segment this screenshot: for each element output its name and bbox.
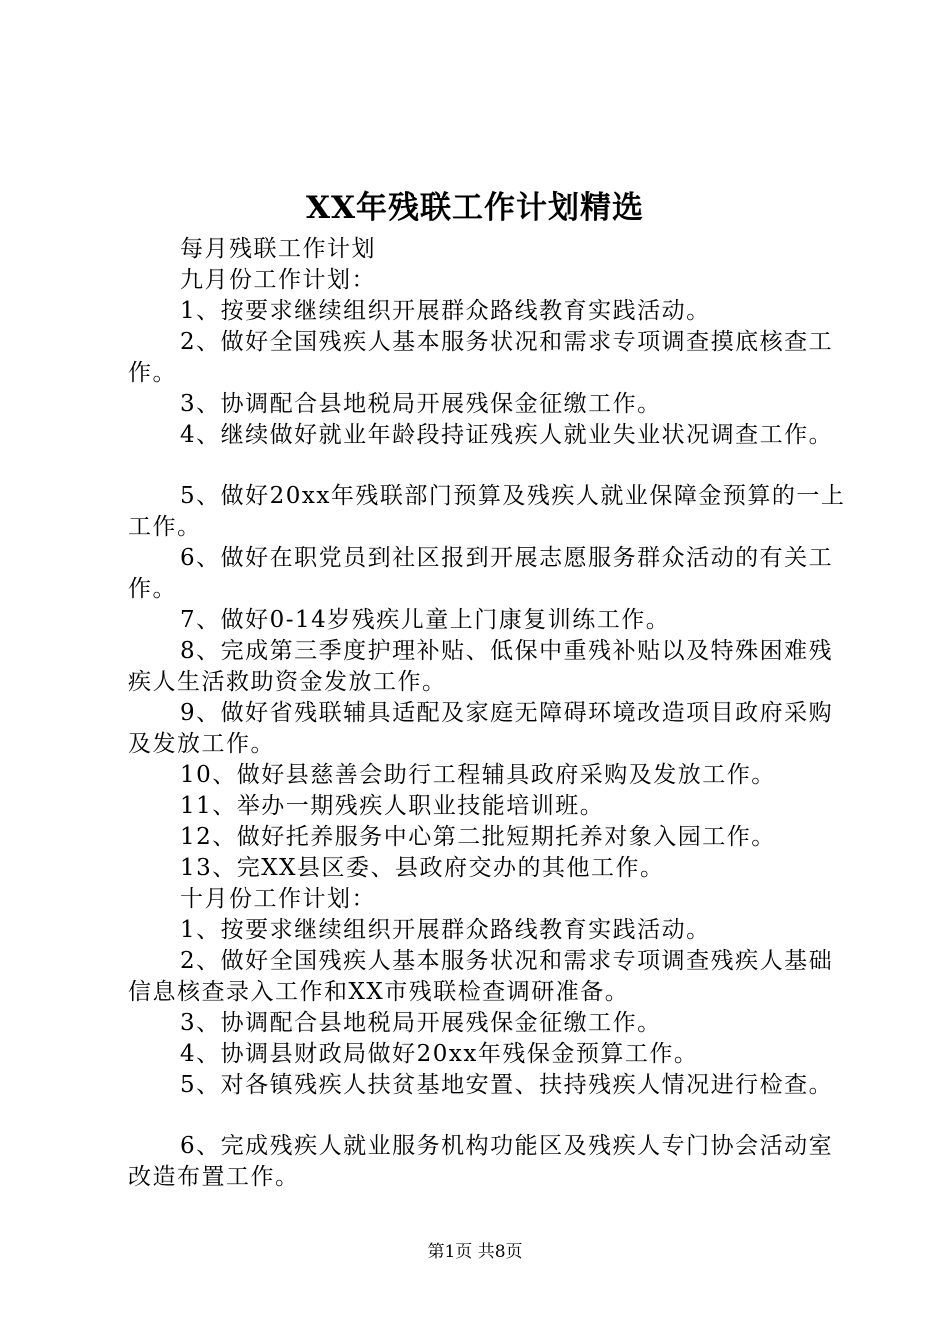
list-item: 9、做好省残联辅具适配及家庭无障碍环境改造项目政府采购及发放工作。: [128, 700, 834, 757]
list-item: 5、做好20xx年残联部门预算及残疾人就业保障金预算的一上工作。: [128, 483, 846, 540]
page-footer: 第1页 共8页: [427, 1242, 523, 1262]
section-heading: 十月份工作计划：: [180, 886, 376, 912]
list-item: 2、做好全国残疾人基本服务状况和需求专项调查残疾人基础信息核查录入工作和XX市残联检查调研准备。: [128, 948, 834, 1005]
list-item: 6、做好在职党员到社区报到开展志愿服务群众活动的有关工作。: [128, 545, 834, 602]
list-item: 2、做好全国残疾人基本服务状况和需求专项调查摸底核查工作。: [128, 329, 834, 386]
list-item: 4、协调县财政局做好20xx年残保金预算工作。: [180, 1041, 699, 1067]
list-item: 8、完成第三季度护理补贴、低保中重残补贴以及特殊困难残疾人生活救助资金发放工作。: [128, 638, 834, 695]
list-item: 10、做好县慈善会助行工程辅具政府采购及发放工作。: [180, 762, 776, 788]
list-item: 1、按要求继续组织开展群众路线教育实践活动。: [180, 917, 711, 943]
list-item: 5、对各镇残疾人扶贫基地安置、扶持残疾人情况进行检查。: [180, 1072, 834, 1098]
list-item: 1、按要求继续组织开展群众路线教育实践活动。: [180, 298, 711, 324]
blank-line: [128, 1101, 848, 1131]
list-item: 13、完XX县区委、县政府交办的其他工作。: [180, 855, 665, 881]
list-item: 6、完成残疾人就业服务机构功能区及残疾人专门协会活动室改造布置工作。: [128, 1133, 834, 1190]
paragraph: 每月残联工作计划: [180, 236, 376, 262]
list-item: 7、做好0-14岁残疾儿童上门康复训练工作。: [180, 607, 671, 633]
list-item: 3、协调配合县地税局开展残保金征缴工作。: [180, 391, 662, 417]
list-item: 4、继续做好就业年龄段持证残疾人就业失业状况调查工作。: [180, 422, 834, 448]
blank-line: [128, 451, 848, 481]
list-item: 12、做好托养服务中心第二批短期托养对象入园工作。: [180, 824, 776, 850]
list-item: 11、举办一期残疾人职业技能培训班。: [180, 793, 605, 819]
document-title: XX年残联工作计划精选: [305, 190, 645, 226]
section-heading: 九月份工作计划：: [180, 267, 376, 293]
document-body: [128, 234, 848, 1193]
list-item: 3、协调配合县地税局开展残保金征缴工作。: [180, 1010, 662, 1036]
